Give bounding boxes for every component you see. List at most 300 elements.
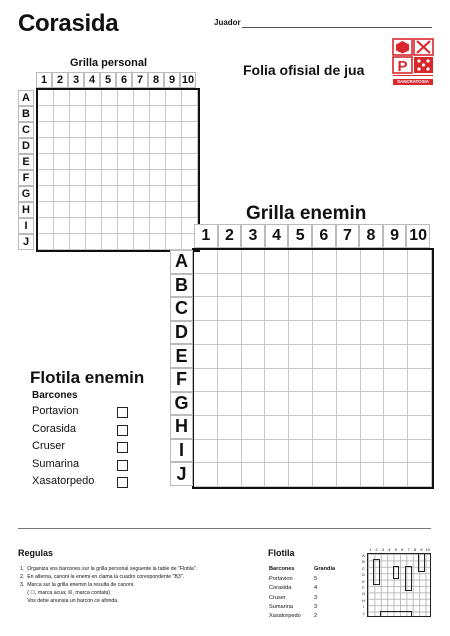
- enemy-grid-cell[interactable]: [408, 250, 432, 274]
- personal-grid-cell[interactable]: [166, 90, 182, 106]
- enemy-grid-col-label: 6: [312, 224, 336, 248]
- personal-grid-cell[interactable]: [38, 218, 54, 234]
- enemy-grid-cell[interactable]: [194, 392, 218, 416]
- enemy-grid-cell[interactable]: [218, 250, 242, 274]
- enemy-grid-cell[interactable]: [384, 392, 408, 416]
- personal-grid-cell[interactable]: [134, 234, 150, 250]
- enemy-grid-row-label: H: [170, 415, 193, 439]
- enemy-grid-cell[interactable]: [242, 440, 266, 464]
- enemy-grid-cell[interactable]: [384, 369, 408, 393]
- enemy-grid-cell[interactable]: [313, 321, 337, 345]
- enemy-grid-cell[interactable]: [408, 321, 432, 345]
- rule-line: 2. En alterna, canoni la enemi en clama la cuadro corespondente "B3".: [20, 574, 185, 580]
- personal-grid-cell[interactable]: [166, 122, 182, 138]
- mini-grid-row-label: D: [362, 572, 365, 578]
- personal-grid-cell[interactable]: [118, 202, 134, 218]
- personal-grid-cell[interactable]: [166, 186, 182, 202]
- personal-grid-cell[interactable]: [86, 234, 102, 250]
- personal-grid-row-label: G: [18, 186, 34, 202]
- enemy-grid-cell[interactable]: [218, 463, 242, 487]
- enemy-grid-col-label: 5: [288, 224, 312, 248]
- personal-grid-cell[interactable]: [86, 218, 102, 234]
- enemy-grid-cell[interactable]: [384, 250, 408, 274]
- rules-title: Regulas: [18, 548, 54, 558]
- enemy-grid-cell[interactable]: [361, 321, 385, 345]
- juador-name-line[interactable]: [242, 27, 432, 28]
- enemy-grid-col-label: 3: [241, 224, 265, 248]
- personal-grid-cell[interactable]: [86, 154, 102, 170]
- enemy-grid-cell[interactable]: [289, 250, 313, 274]
- mini-grid-col-label: 8: [413, 547, 417, 552]
- enemy-grid-cell[interactable]: [242, 345, 266, 369]
- enemy-grid[interactable]: [192, 248, 434, 489]
- fleet-table-size: 3: [314, 603, 318, 610]
- enemy-grid-cell[interactable]: [265, 250, 289, 274]
- enemy-grid-cell[interactable]: [313, 369, 337, 393]
- enemy-grid-row-label: D: [170, 321, 193, 345]
- enemy-grid-cell[interactable]: [289, 416, 313, 440]
- enemy-grid-cell[interactable]: [337, 274, 361, 298]
- personal-grid-cell[interactable]: [166, 154, 182, 170]
- personal-grid-cell[interactable]: [102, 218, 118, 234]
- mini-grid-col-label: 7: [407, 547, 410, 552]
- enemy-grid-cell[interactable]: [242, 392, 266, 416]
- ship-sunk-checkbox[interactable]: [117, 460, 128, 471]
- enemy-grid-cell[interactable]: [265, 345, 289, 369]
- personal-grid-cell[interactable]: [86, 170, 102, 186]
- enemy-fleet-ship: Cruser: [32, 440, 66, 452]
- rule-line: ( ☐, marca acua; ☒, marca contata): [20, 590, 111, 596]
- enemy-grid-cell[interactable]: [408, 274, 432, 298]
- enemy-grid-cell[interactable]: [194, 297, 218, 321]
- enemy-grid-cell[interactable]: [218, 369, 242, 393]
- personal-grid-row-label: I: [18, 218, 34, 234]
- personal-grid-cell[interactable]: [150, 202, 166, 218]
- mini-grid-col-label: 10: [425, 547, 431, 552]
- personal-grid-cell[interactable]: [134, 218, 150, 234]
- enemy-grid-cell[interactable]: [218, 416, 242, 440]
- fleet-table-title: Flotila: [268, 548, 295, 558]
- mini-grid-col-label: 4: [388, 547, 391, 552]
- enemy-grid-col-label: 9: [383, 224, 407, 248]
- enemy-fleet-ship: Corasida: [32, 422, 77, 435]
- mini-grid-row-label: A: [362, 553, 365, 558]
- personal-grid-cell[interactable]: [54, 106, 70, 122]
- enemy-grid-cell[interactable]: [242, 463, 266, 487]
- ship-sunk-checkbox[interactable]: [117, 442, 128, 453]
- enemy-grid-cell[interactable]: [313, 416, 337, 440]
- personal-grid-col-label: 2: [52, 72, 68, 88]
- personal-grid-cell[interactable]: [86, 90, 102, 106]
- enemy-grid-cell[interactable]: [337, 369, 361, 393]
- personal-grid-cell[interactable]: [86, 202, 102, 218]
- personal-grid-cell[interactable]: [38, 202, 54, 218]
- personal-grid-row-label: C: [18, 122, 34, 138]
- personal-grid-cell[interactable]: [134, 186, 150, 202]
- personal-grid-cell[interactable]: [70, 234, 86, 250]
- enemy-grid-col-label: 10: [406, 224, 430, 248]
- personal-grid-col-label: 5: [100, 72, 116, 88]
- fleet-table-ship: Corasida: [269, 585, 292, 592]
- personal-grid-cell[interactable]: [86, 106, 102, 122]
- personal-grid-cell[interactable]: [54, 234, 70, 250]
- enemy-fleet-header: Barcones: [32, 390, 78, 401]
- mini-grid-example-ship: [418, 553, 424, 572]
- enemy-grid-cell[interactable]: [408, 369, 432, 393]
- enemy-grid-cell[interactable]: [194, 321, 218, 345]
- enemy-grid-row-label: F: [170, 368, 193, 392]
- enemy-grid-cell[interactable]: [361, 392, 385, 416]
- fleet-table-ship: Sumarina: [269, 603, 293, 610]
- personal-grid-cell[interactable]: [54, 90, 70, 106]
- personal-grid-cell[interactable]: [102, 90, 118, 106]
- enemy-grid-cell[interactable]: [313, 297, 337, 321]
- enemy-grid-cell[interactable]: [194, 274, 218, 298]
- personal-grid-cell[interactable]: [70, 122, 86, 138]
- enemy-grid-cell[interactable]: [408, 297, 432, 321]
- logo-text: SANCRATOSIA: [397, 79, 429, 84]
- personal-grid-cell[interactable]: [118, 170, 134, 186]
- enemy-grid-cell[interactable]: [194, 369, 218, 393]
- personal-grid-cell[interactable]: [54, 138, 70, 154]
- enemy-grid-row-label: G: [170, 392, 193, 416]
- enemy-grid-title: Grilla enemin: [246, 203, 367, 224]
- enemy-grid-cell[interactable]: [384, 321, 408, 345]
- enemy-grid-cell[interactable]: [194, 345, 218, 369]
- enemy-grid-col-label: 4: [265, 224, 289, 248]
- rule-line: 3. Marca sur la grilla enemin la resulta de canoni.: [20, 582, 135, 588]
- personal-grid-cell[interactable]: [134, 202, 150, 218]
- personal-grid-row-label: E: [18, 154, 34, 170]
- personal-grid-cell[interactable]: [54, 202, 70, 218]
- enemy-grid-cell[interactable]: [408, 416, 432, 440]
- fleet-table-size: 2: [314, 613, 318, 620]
- enemy-grid-cell[interactable]: [289, 463, 313, 487]
- enemy-grid-cell[interactable]: [337, 345, 361, 369]
- enemy-grid-row-label: I: [170, 439, 193, 463]
- personal-grid-cell[interactable]: [166, 170, 182, 186]
- enemy-grid-cell[interactable]: [408, 463, 432, 487]
- enemy-grid-cell[interactable]: [361, 250, 385, 274]
- enemy-grid-cell[interactable]: [313, 345, 337, 369]
- personal-grid-title: Grilla personal: [70, 57, 148, 69]
- personal-grid-cell[interactable]: [134, 154, 150, 170]
- personal-grid-cell[interactable]: [102, 170, 118, 186]
- enemy-grid-cell[interactable]: [218, 274, 242, 298]
- personal-grid-cell[interactable]: [118, 154, 134, 170]
- enemy-grid-cell[interactable]: [194, 250, 218, 274]
- enemy-grid-cell[interactable]: [384, 297, 408, 321]
- enemy-grid-row-label: B: [170, 274, 193, 298]
- personal-grid-col-label: 9: [164, 72, 180, 88]
- enemy-grid-cell[interactable]: [242, 297, 266, 321]
- sancratosia-logo: [392, 38, 434, 86]
- ship-sunk-checkbox[interactable]: [117, 407, 128, 418]
- enemy-grid-cell[interactable]: [242, 321, 266, 345]
- personal-grid-cell[interactable]: [118, 122, 134, 138]
- mini-grid-row-label: E: [362, 578, 365, 584]
- enemy-grid-cell[interactable]: [408, 392, 432, 416]
- enemy-grid-cell[interactable]: [218, 345, 242, 369]
- personal-grid-cell[interactable]: [102, 202, 118, 218]
- personal-grid-row-label: H: [18, 202, 34, 218]
- personal-grid-cell[interactable]: [38, 122, 54, 138]
- personal-grid-cell[interactable]: [182, 170, 198, 186]
- enemy-grid-cell[interactable]: [337, 297, 361, 321]
- enemy-grid-cell[interactable]: [265, 321, 289, 345]
- enemy-grid-cell[interactable]: [361, 345, 385, 369]
- personal-grid-cell[interactable]: [38, 90, 54, 106]
- fleet-table-ship: Xasatorpedo: [269, 613, 301, 620]
- personal-grid-cell[interactable]: [70, 218, 86, 234]
- personal-grid-cell[interactable]: [166, 106, 182, 122]
- enemy-grid-cell[interactable]: [289, 369, 313, 393]
- ship-sunk-checkbox[interactable]: [117, 425, 128, 436]
- enemy-grid-cell[interactable]: [194, 463, 218, 487]
- personal-grid-cell[interactable]: [150, 218, 166, 234]
- personal-grid-cell[interactable]: [86, 138, 102, 154]
- enemy-grid-cell[interactable]: [313, 274, 337, 298]
- enemy-grid-col-label: 1: [194, 224, 218, 248]
- personal-grid-cell[interactable]: [54, 170, 70, 186]
- enemy-grid-col-label: 2: [218, 224, 242, 248]
- mini-grid-example-ship: [380, 611, 412, 617]
- mini-grid-row-label: G: [361, 591, 366, 597]
- enemy-grid-cell[interactable]: [242, 369, 266, 393]
- enemy-grid-cell[interactable]: [361, 369, 385, 393]
- personal-grid-cell[interactable]: [70, 202, 86, 218]
- personal-grid-cell[interactable]: [182, 154, 198, 170]
- personal-grid-cell[interactable]: [118, 138, 134, 154]
- enemy-grid-cell[interactable]: [265, 274, 289, 298]
- personal-grid-cell[interactable]: [70, 138, 86, 154]
- personal-grid-cell[interactable]: [182, 90, 198, 106]
- personal-grid-col-label: 4: [84, 72, 100, 88]
- enemy-grid-cell[interactable]: [337, 321, 361, 345]
- personal-grid-cell[interactable]: [150, 186, 166, 202]
- personal-grid-row-label: A: [18, 90, 34, 106]
- enemy-grid-cell[interactable]: [218, 321, 242, 345]
- personal-grid-cell[interactable]: [54, 154, 70, 170]
- enemy-grid-cell[interactable]: [337, 250, 361, 274]
- enemy-grid-cell[interactable]: [313, 440, 337, 464]
- personal-grid-cell[interactable]: [118, 90, 134, 106]
- personal-grid-cell[interactable]: [150, 170, 166, 186]
- personal-grid-col-label: 7: [132, 72, 148, 88]
- personal-grid-row-label: B: [18, 106, 34, 122]
- ship-sunk-checkbox[interactable]: [117, 477, 128, 488]
- mini-grid-col-label: 5: [394, 547, 397, 552]
- enemy-grid-cell[interactable]: [361, 440, 385, 464]
- enemy-grid-cell[interactable]: [218, 440, 242, 464]
- personal-grid-cell[interactable]: [150, 138, 166, 154]
- enemy-grid-cell[interactable]: [289, 321, 313, 345]
- enemy-grid-row-label: E: [170, 344, 193, 368]
- personal-grid-cell[interactable]: [70, 186, 86, 202]
- personal-grid-cell[interactable]: [166, 234, 182, 250]
- fleet-table-col-ship: Barcones: [269, 566, 295, 572]
- enemy-fleet-ship: Portavion: [32, 405, 79, 417]
- personal-grid-cell[interactable]: [182, 202, 198, 218]
- enemy-grid-cell[interactable]: [361, 297, 385, 321]
- svg-text:P: P: [397, 58, 408, 75]
- mini-grid-col-label: 9: [420, 547, 423, 552]
- enemy-grid-cell[interactable]: [265, 392, 289, 416]
- fleet-table-size: 5: [314, 576, 318, 582]
- personal-grid-cell[interactable]: [166, 218, 182, 234]
- enemy-grid-cell[interactable]: [408, 440, 432, 464]
- personal-grid-col-label: 1: [36, 72, 52, 88]
- enemy-fleet-ship: Sumarina: [32, 457, 80, 470]
- mini-grid-example-ship: [373, 559, 379, 585]
- enemy-grid-cell[interactable]: [361, 274, 385, 298]
- enemy-grid-cell[interactable]: [265, 440, 289, 464]
- personal-grid-cell[interactable]: [134, 90, 150, 106]
- personal-grid-cell[interactable]: [70, 154, 86, 170]
- enemy-grid-cell[interactable]: [265, 297, 289, 321]
- mini-grid-col-label: 3: [381, 547, 385, 552]
- personal-grid-cell[interactable]: [134, 122, 150, 138]
- personal-grid-row-label: F: [18, 170, 34, 186]
- enemy-grid-row-label: J: [170, 462, 193, 486]
- enemy-grid-cell[interactable]: [194, 440, 218, 464]
- personal-grid-cell[interactable]: [102, 154, 118, 170]
- personal-grid-cell[interactable]: [102, 106, 118, 122]
- enemy-grid-cell[interactable]: [242, 250, 266, 274]
- enemy-grid-cell[interactable]: [337, 416, 361, 440]
- personal-grid-cell[interactable]: [118, 186, 134, 202]
- enemy-grid-cell[interactable]: [384, 345, 408, 369]
- fleet-table-col-size: Grandia: [314, 566, 336, 572]
- enemy-grid-cell[interactable]: [194, 416, 218, 440]
- personal-grid-cell[interactable]: [70, 90, 86, 106]
- personal-grid-cell[interactable]: [166, 138, 182, 154]
- enemy-grid-cell[interactable]: [242, 416, 266, 440]
- enemy-fleet-title: Flotila enemin: [30, 368, 145, 387]
- personal-grid-cell[interactable]: [150, 90, 166, 106]
- personal-grid[interactable]: [36, 88, 200, 252]
- personal-grid-cell[interactable]: [70, 170, 86, 186]
- enemy-grid-row-label: C: [170, 297, 193, 321]
- mini-grid-row-label: J: [362, 610, 365, 616]
- enemy-grid-cell[interactable]: [408, 345, 432, 369]
- enemy-fleet-ship: Xasatorpedo: [32, 475, 95, 487]
- personal-grid-col-label: 10: [181, 74, 195, 86]
- enemy-grid-cell[interactable]: [242, 274, 266, 298]
- enemy-grid-cell[interactable]: [265, 463, 289, 487]
- personal-grid-cell[interactable]: [54, 218, 70, 234]
- personal-grid-cell[interactable]: [150, 122, 166, 138]
- personal-grid-cell[interactable]: [134, 106, 150, 122]
- personal-grid-cell[interactable]: [38, 186, 54, 202]
- mini-grid-col-label: 1: [369, 547, 372, 552]
- enemy-grid-cell[interactable]: [337, 440, 361, 464]
- personal-grid-col-label: 8: [148, 72, 164, 88]
- enemy-grid-cell[interactable]: [384, 274, 408, 298]
- personal-grid-cell[interactable]: [54, 186, 70, 202]
- enemy-grid-cell[interactable]: [384, 440, 408, 464]
- enemy-grid-col-label: 7: [336, 224, 360, 248]
- personal-grid-cell[interactable]: [182, 122, 198, 138]
- personal-grid-cell[interactable]: [134, 170, 150, 186]
- enemy-grid-row-label: A: [170, 250, 193, 274]
- personal-grid-cell[interactable]: [150, 234, 166, 250]
- personal-grid-cell[interactable]: [86, 186, 102, 202]
- enemy-grid-cell[interactable]: [313, 392, 337, 416]
- personal-grid-cell[interactable]: [134, 138, 150, 154]
- personal-grid-cell[interactable]: [38, 138, 54, 154]
- enemy-grid-cell[interactable]: [313, 250, 337, 274]
- enemy-grid-cell[interactable]: [337, 463, 361, 487]
- enemy-grid-cell[interactable]: [384, 463, 408, 487]
- fleet-table-ship: Cruser: [269, 594, 286, 601]
- enemy-grid-cell[interactable]: [313, 463, 337, 487]
- personal-grid-cell[interactable]: [118, 234, 134, 250]
- enemy-grid-cell[interactable]: [289, 440, 313, 464]
- personal-grid-cell[interactable]: [182, 138, 198, 154]
- personal-grid-cell[interactable]: [86, 122, 102, 138]
- folia-label: Folia ofisial de jua: [243, 62, 365, 78]
- mini-grid-row-label: F: [362, 585, 365, 590]
- personal-grid-col-label: 3: [68, 72, 84, 88]
- mini-grid-col-label: 6: [401, 547, 404, 552]
- personal-grid-cell[interactable]: [102, 234, 118, 250]
- rule-line: 1. Organiza vos barcones sur la grilla personal seguente la table de "Flotila".: [20, 566, 197, 572]
- personal-grid-cell[interactable]: [38, 170, 54, 186]
- enemy-grid-cell[interactable]: [289, 392, 313, 416]
- personal-grid-cell[interactable]: [102, 186, 118, 202]
- mini-grid-row-label: I: [362, 604, 365, 610]
- rule-line: Vos debe anunsia un barcon ce afonda.: [20, 598, 119, 604]
- enemy-grid-cell[interactable]: [218, 297, 242, 321]
- mini-grid-row-label: B: [362, 559, 365, 565]
- mini-grid-example-ship: [405, 566, 411, 592]
- personal-grid-cell[interactable]: [150, 154, 166, 170]
- personal-grid-cell[interactable]: [182, 186, 198, 202]
- enemy-grid-cell[interactable]: [384, 416, 408, 440]
- personal-grid-cell[interactable]: [166, 202, 182, 218]
- enemy-grid-cell[interactable]: [361, 463, 385, 487]
- personal-grid-cell[interactable]: [54, 122, 70, 138]
- mini-grid-row-label: C: [362, 565, 365, 571]
- enemy-grid-cell[interactable]: [337, 392, 361, 416]
- enemy-grid-cell[interactable]: [289, 297, 313, 321]
- personal-grid-col-label: 6: [116, 72, 132, 88]
- juador-label: Juador: [214, 18, 241, 27]
- enemy-grid-cell[interactable]: [265, 416, 289, 440]
- personal-grid-cell[interactable]: [38, 106, 54, 122]
- fleet-table-size: 4: [314, 585, 318, 592]
- enemy-grid-cell[interactable]: [289, 345, 313, 369]
- personal-grid-cell[interactable]: [118, 218, 134, 234]
- personal-grid-cell[interactable]: [38, 234, 54, 250]
- personal-grid-cell[interactable]: [102, 122, 118, 138]
- personal-grid-cell[interactable]: [102, 138, 118, 154]
- enemy-grid-cell[interactable]: [361, 416, 385, 440]
- personal-grid-cell[interactable]: [38, 154, 54, 170]
- mini-grid-col-label: 2: [375, 547, 378, 552]
- fleet-table-size: 3: [314, 594, 318, 601]
- enemy-grid-cell[interactable]: [218, 392, 242, 416]
- page-title: Corasida: [18, 10, 119, 37]
- personal-grid-cell[interactable]: [150, 106, 166, 122]
- enemy-grid-cell[interactable]: [265, 369, 289, 393]
- personal-grid-cell[interactable]: [182, 106, 198, 122]
- mini-grid-example-ship: [393, 566, 399, 579]
- enemy-grid-cell[interactable]: [289, 274, 313, 298]
- personal-grid-cell[interactable]: [70, 106, 86, 122]
- personal-grid-cell[interactable]: [118, 106, 134, 122]
